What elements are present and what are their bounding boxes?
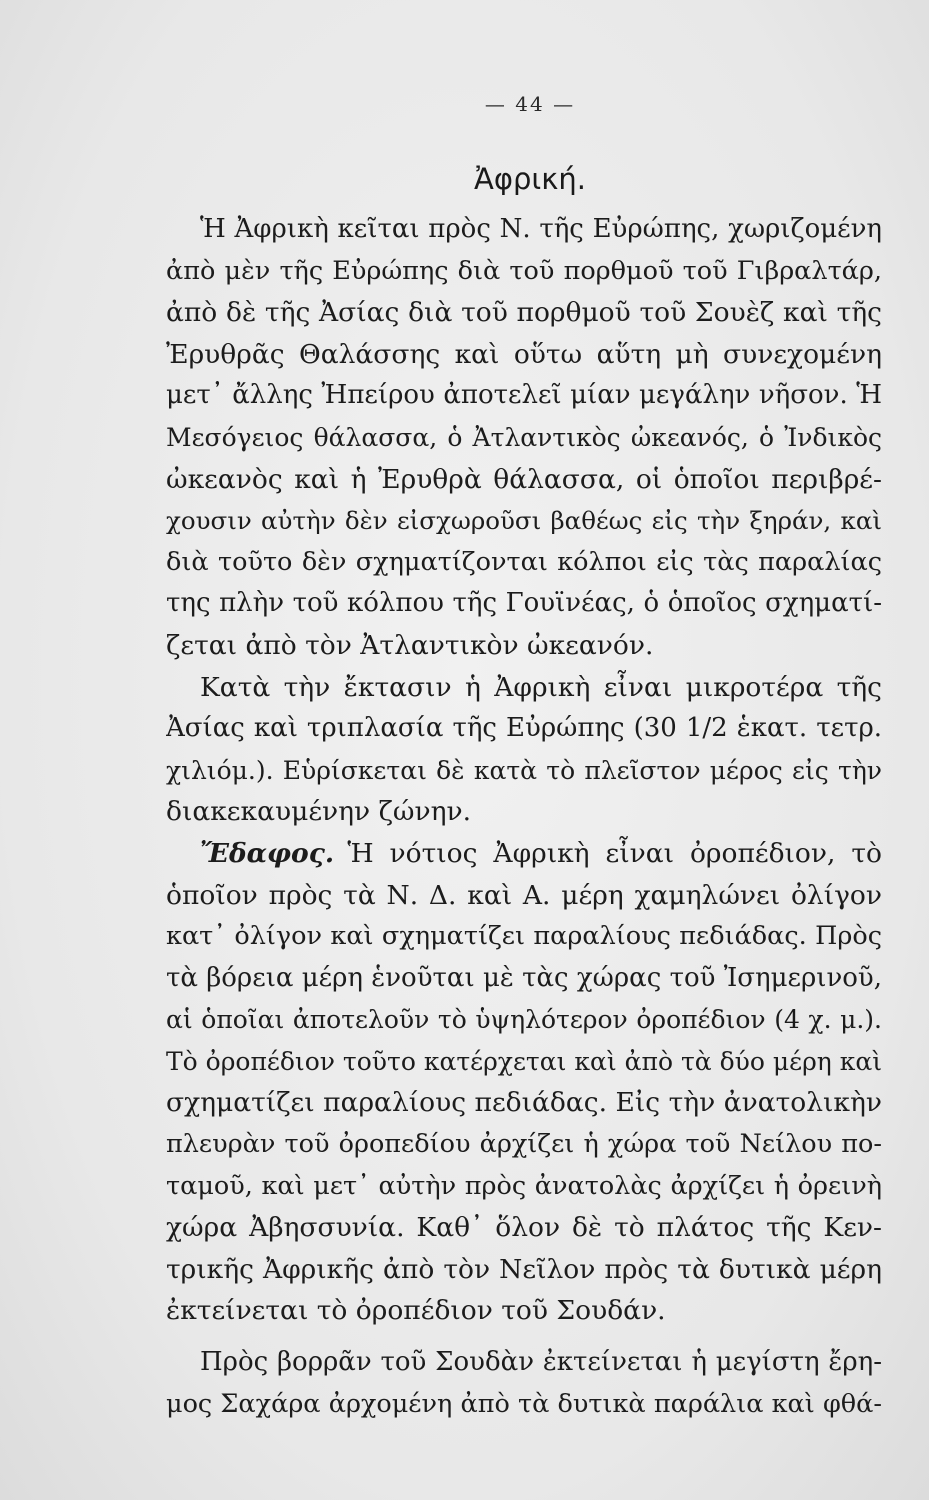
text-line: χουσιν αὐτὴν δὲν εἰσχωροῦσι βαθέως εἰς τὴν ξηράν, καὶ: [166, 506, 882, 536]
text-line: Ἡ Ἀφρικὴ κεῖται πρὸς Ν. τῆς Εὐρώπης, χωριζομένη: [200, 214, 882, 244]
text-line: χιλιόμ.). Εὑρίσκεται δὲ κατὰ τὸ πλεῖστον μέρος εἰς τὴν: [166, 755, 882, 785]
text-line: ὠκεανὸς καὶ ἡ Ἐρυθρὰ θάλασσα, οἱ ὁποῖοι περιβρέ-: [166, 463, 882, 495]
text-line: αἱ ὁποῖαι ἀποτελοῦν τὸ ὑψηλότερον ὀροπέδιον (4 χ. μ.).: [166, 1005, 882, 1035]
text-line: ζεται ἀπὸ τὸν Ἀτλαντικὸν ὠκεανόν.: [166, 629, 654, 661]
text-span: Ἡ νότιος Ἀφρικὴ εἶναι ὀροπέδιον, τὸ: [347, 837, 882, 869]
text-line: ἀπὸ δὲ τῆς Ἀσίας διὰ τοῦ πορθμοῦ τοῦ Σουὲζ καὶ τῆς: [166, 297, 882, 329]
text-line: σχηματίζει παραλίους πεδιάδας. Εἰς τὴν ἀνατολικὴν: [166, 1087, 882, 1119]
text-line: διακεκαυμένην ζώνην.: [166, 796, 472, 828]
text-line: μετ᾽ ἄλλης Ἠπείρου ἀποτελεῖ μίαν μεγάλην νῆσον. Ἡ: [166, 380, 882, 411]
text-line: Κατὰ τὴν ἔκτασιν ἡ Ἀφρικὴ εἶναι μικροτέρα τῆς: [200, 671, 882, 703]
text-line: διὰ τοῦτο δὲν σχηματίζονται κόλποι εἰς τὰς παραλίας: [166, 546, 882, 577]
page-number: — 44 —: [484, 92, 576, 116]
text-line: Τὸ ὀροπέδιον τοῦτο κατέρχεται καὶ ἀπὸ τὰ δύο μέρη καὶ: [166, 1046, 882, 1076]
text-line: μος Σαχάρα ἀρχομένη ἀπὸ τὰ δυτικὰ παράλια καὶ φθά-: [166, 1388, 882, 1419]
text-line: ἐκτείνεται τὸ ὀροπέδιον τοῦ Σουδάν.: [166, 1295, 666, 1327]
text-line: της πλὴν τοῦ κόλπου τῆς Γουϊνέας, ὁ ὁποῖος σχηματί-: [166, 588, 882, 619]
text-line: κατ᾽ ὀλίγον καὶ σχηματίζει παραλίους πεδιάδας. Πρὸς: [166, 921, 882, 952]
paragraph: [166, 667, 882, 833]
text-line: [166, 833, 882, 875]
paragraph: [166, 209, 882, 667]
section-heading: Ἀφρική.: [474, 162, 586, 196]
paragraph: [166, 833, 882, 1332]
text-line: Πρὸς βορρᾶν τοῦ Σουδὰν ἐκτείνεται ἡ μεγίστη ἔρη-: [200, 1347, 882, 1378]
text-line: χώρα Ἀβησσυνία. Καθ᾽ ὅλον δὲ τὸ πλάτος τῆς Κεν-: [166, 1212, 882, 1244]
body-text: [166, 209, 882, 1425]
term-label: Ἔδαφος.: [200, 837, 335, 869]
paragraph: [166, 1342, 882, 1425]
text-line: ὁποῖον πρὸς τὰ Ν. Δ. καὶ Α. μέρη χαμηλώνει ὀλίγον: [166, 879, 882, 911]
text-line: ταμοῦ, καὶ μετ᾽ αὐτὴν πρὸς ἀνατολὰς ἀρχίζει ἡ ὀρεινὴ: [166, 1170, 882, 1201]
text-line: ἀπὸ μὲν τῆς Εὐρώπης διὰ τοῦ πορθμοῦ τοῦ Γιβραλτάρ,: [166, 255, 882, 286]
text-line: Ἐρυθρᾶς Θαλάσσης καὶ οὕτω αὕτη μὴ συνεχομένη: [166, 338, 882, 370]
text-line: τὰ βόρεια μέρη ἑνοῦται μὲ τὰς χώρας τοῦ Ἰσημερινοῦ,: [166, 962, 882, 993]
text-line: Ἀσίας καὶ τριπλασία τῆς Εὐρώπης (30 1/2 ἑκατ. τετρ.: [166, 713, 882, 744]
text-line: πλευρὰν τοῦ ὀροπεδίου ἀρχίζει ἡ χώρα τοῦ Νείλου πο-: [166, 1129, 882, 1160]
text-line: τρικῆς Ἀφρικῆς ἀπὸ τὸν Νεῖλον πρὸς τὰ δυτικὰ μέρη: [166, 1253, 882, 1285]
text-line: Μεσόγειος θάλασσα, ὁ Ἀτλαντικὸς ὠκεανός, ὁ Ἰνδικὸς: [166, 422, 882, 452]
